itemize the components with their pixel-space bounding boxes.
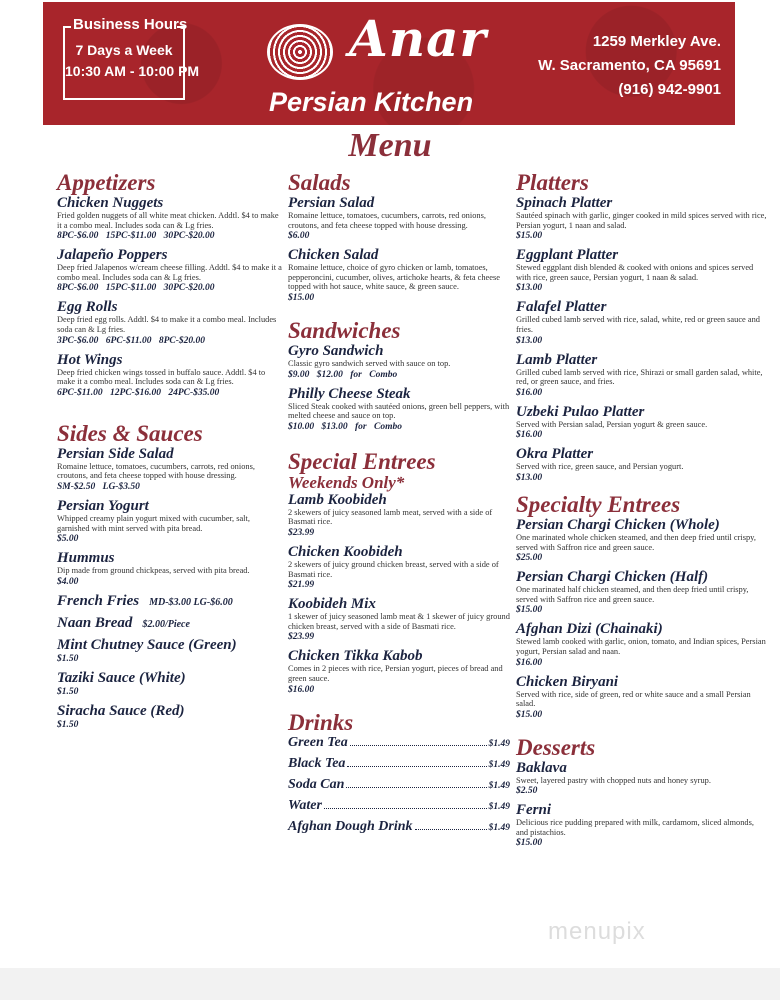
item-price: SM-$2.50 LG-$3.50 [57, 481, 140, 492]
menu-item [57, 670, 282, 698]
item-description: Romaine lettuce, tomatoes, cucumbers, carrots, red onions, croutons, and feta cheese topped with house dressing. [57, 461, 255, 481]
item-price: $15.00 [516, 231, 543, 242]
header-banner [43, 2, 735, 125]
menu-section [288, 170, 510, 304]
dot-leader [324, 799, 487, 809]
item-name-text: Persian Chargi Chicken (Half) [516, 569, 709, 586]
menu-item [516, 517, 768, 564]
menu-section [516, 735, 768, 850]
item-name-text: Mint Chutney Sauce (Green) [57, 636, 237, 653]
menu-item [57, 593, 282, 611]
item-price: $13.00 [516, 335, 543, 346]
item-name-text: Chicken Nuggets [57, 195, 164, 211]
menu-item [516, 352, 768, 399]
dot-leader [415, 820, 487, 830]
item-description: Served with Persian salad, Persian yogurt & green sauce. [516, 419, 708, 429]
section-heading: Appetizers [57, 170, 156, 195]
menu-section [288, 318, 510, 433]
section-heading: Special Entrees [288, 448, 436, 474]
item-price: 3PC-$6.00 6PC-$11.00 8PC-$20.00 [57, 335, 206, 346]
item-description: Romaine lettuce, tomatoes, cucumbers, carrots, red onions, croutons, and feta cheese topped with house dressing. [288, 211, 486, 230]
item-name-text: Okra Platter [516, 446, 594, 463]
item-name [516, 247, 768, 263]
item-name [516, 760, 768, 776]
item-name [516, 621, 768, 637]
item-description: Grilled cubed lamb served with rice, Shirazi or small garden salad, white, red, or green sauce, and fries. [516, 367, 763, 387]
item-name [516, 569, 768, 585]
menu-title: Menu [348, 127, 432, 164]
item-name [57, 446, 282, 462]
drink-name: Black Tea [288, 755, 346, 771]
drink-name: Green Tea [288, 734, 348, 750]
item-description: Served with rice, green sauce, and Persian yogurt. [516, 462, 684, 472]
business-hours-box [63, 16, 200, 100]
menu-item [288, 648, 510, 695]
item-name [288, 492, 510, 508]
drink-item [288, 777, 510, 798]
menu-item [288, 596, 510, 643]
item-description: One marinated half chicken steamed, and then deep fried until crispy, served with Saffron rice and green sauce. [516, 585, 749, 604]
item-name-text: Lamb Koobideh [288, 491, 387, 508]
item-name-text: Chicken Tikka Kabob [288, 648, 423, 665]
item-price: 8PC-$6.00 15PC-$11.00 30PC-$20.00 [57, 231, 215, 242]
drink-item [288, 819, 510, 840]
hours-title: Business Hours [73, 16, 188, 33]
item-name [288, 195, 510, 211]
menu-section [516, 170, 768, 484]
section-heading: Desserts [516, 734, 596, 760]
menu-item [57, 703, 282, 731]
item-price: $10.00 $13.00 for Combo [288, 421, 402, 432]
item-name-text: Persian Yogurt [57, 497, 149, 514]
menu-item [516, 195, 768, 242]
dot-leader [350, 736, 487, 746]
item-description: Classic gyro sandwich served with sauce on top. [288, 358, 451, 368]
item-name-text: Siracha Sauce (Red) [57, 702, 185, 719]
logo-subtitle: Persian Kitchen [269, 87, 474, 117]
item-name-text: Baklava [516, 759, 567, 776]
item-name-text: Eggplant Platter [516, 247, 619, 264]
menu-column-left [57, 170, 282, 736]
menu-item [57, 637, 282, 665]
item-name [288, 386, 510, 402]
item-description: Sweet, layered pastry with chopped nuts and honey syrup. [516, 775, 711, 785]
item-description: Deep fried egg rolls. Addtl. $4 to make it a combo meal. Includes soda can & Lg fries. [57, 315, 277, 334]
item-name-text: Taziki Sauce (White) [57, 669, 186, 686]
menu-item [57, 550, 282, 588]
drink-item [288, 756, 510, 777]
item-description: Sautéed spinach with garlic, ginger cooked in mild spices served with rice, Persian yogurt, 1 naan and salad. [516, 211, 767, 230]
item-name-text: Chicken Salad [288, 247, 379, 264]
menu-column-middle [288, 170, 510, 840]
menu-item [57, 615, 282, 633]
item-name [57, 352, 282, 368]
dot-leader [347, 757, 486, 767]
item-name-text: Lamb Platter [516, 351, 598, 368]
drink-price: $1.49 [488, 780, 510, 791]
item-price: $15.00 [516, 709, 543, 720]
address-line-2: W. Sacramento, CA 95691 [538, 57, 721, 74]
item-price: $21.99 [288, 580, 315, 591]
item-name [288, 544, 510, 560]
item-name-text: Afghan Dizi (Chainaki) [516, 621, 663, 638]
menu-item [57, 446, 282, 493]
menu-item [288, 247, 510, 304]
item-name [57, 195, 282, 211]
menu-section [516, 492, 768, 721]
item-price: $15.00 [516, 605, 543, 616]
drink-name: Water [288, 797, 322, 813]
item-name-text: Hummus [57, 550, 115, 567]
hours-time: 10:30 AM - 10:00 PM [65, 63, 200, 79]
item-description: Delicious rice pudding prepared with milk, cardamom, sliced almonds, and pistachios. [516, 818, 754, 837]
item-price: 6PC-$11.00 12PC-$16.00 24PC-$35.00 [57, 387, 220, 398]
item-description: Deep fried Jalapenos w/cream cheese filling. Addtl. $4 to make it a combo meal. Includes soda can & Lg fries. [57, 263, 282, 282]
drink-price: $1.49 [488, 801, 510, 812]
menu-item [57, 195, 282, 242]
item-name-text: Persian Chargi Chicken (Whole) [516, 516, 720, 533]
item-name-text: Gyro Sandwich [288, 342, 384, 359]
hours-days: 7 Days a Week [75, 42, 173, 58]
footer-bar [0, 968, 780, 1000]
item-name-text: Persian Salad [288, 195, 375, 211]
restaurant-logo [265, 10, 505, 122]
item-description: 2 skewers of juicy seasoned lamb meat, served with a side of Basmati rice. [288, 507, 493, 527]
phone-number: (916) 942-9901 [618, 81, 721, 98]
item-description: Deep fried chicken wings tossed in buffalo sauce. Addtl. $4 to make it a combo meal. Includes soda can & Lg fries. [57, 367, 266, 387]
item-name [57, 498, 282, 514]
item-name-text: Philly Cheese Steak [288, 385, 411, 402]
item-price: $6.00 [288, 231, 310, 242]
item-price: $16.00 [516, 430, 543, 441]
menu-section [288, 710, 510, 840]
menu-item [516, 247, 768, 294]
item-name [57, 670, 282, 686]
item-description: Whipped creamy plain yogurt mixed with cucumber, salt, garnished with mint served with pita bread. [57, 513, 250, 533]
dot-leader [346, 778, 486, 788]
item-name-text: French Fries [57, 592, 140, 609]
watermark: menupix [548, 918, 646, 945]
item-price: $13.00 [516, 472, 543, 483]
item-description: 1 skewer of juicy seasoned lamb meat & 1 skewer of juicy ground chicken breast, served with a side of Basmati rice. [288, 612, 510, 631]
section-heading: Drinks [288, 709, 354, 735]
menu-column-right [516, 170, 768, 854]
section-heading: Sandwiches [288, 317, 401, 343]
menu-item [288, 343, 510, 381]
item-name [57, 247, 282, 263]
item-name [516, 446, 768, 462]
drink-item [288, 735, 510, 756]
item-name [288, 247, 510, 263]
item-name [516, 299, 768, 315]
item-name [288, 343, 510, 359]
item-description: Comes in 2 pieces with rice, Persian yogurt, pieces of bread and green sauce. [288, 664, 503, 683]
pomegranate-icon [267, 24, 333, 80]
item-price: $16.00 [516, 387, 543, 398]
section-heading: Salads [288, 170, 351, 195]
menu-item [516, 760, 768, 798]
menu-item [288, 544, 510, 591]
item-price: $13.00 [516, 283, 543, 294]
item-name [516, 674, 768, 690]
menu-item [516, 802, 768, 849]
item-name [288, 596, 510, 612]
item-name [516, 517, 768, 533]
drink-item [288, 798, 510, 819]
menu-item [516, 446, 768, 484]
contact-info [521, 30, 721, 102]
item-name [57, 299, 282, 315]
item-name-text: Jalapeño Poppers [57, 247, 168, 264]
item-description: One marinated whole chicken steamed, and then deep fried until crispy, served with Saffron rice and green sauce. [516, 532, 756, 552]
item-description: Stewed eggplant dish blended & cooked with onions and spices served with rice, green sauce, Persian yogurt, 1 naan & salad. [516, 263, 754, 282]
section-subtitle: Weekends Only* [288, 472, 405, 492]
item-name [57, 637, 282, 653]
item-name-text: Egg Rolls [57, 299, 118, 316]
menu-section [288, 449, 510, 696]
item-name [57, 615, 282, 633]
menu-item [288, 195, 510, 242]
item-price: $25.00 [516, 553, 543, 564]
item-price: $1.50 [57, 686, 79, 697]
item-price: $2.50 [516, 786, 538, 797]
item-name [57, 550, 282, 566]
item-price: $4.00 [57, 576, 79, 587]
item-name-text: Koobideh Mix [288, 596, 376, 613]
menu-item [516, 674, 768, 721]
menu-item [288, 492, 510, 539]
item-description: Romaine lettuce, choice of gyro chicken or lamb, tomatoes, pepperoncini, cucumber, olives, artichoke hearts, & feta cheese topped with hot sauce, white sauce, & green sauce. [288, 263, 500, 292]
item-price: $16.00 [516, 657, 543, 668]
menu-item [516, 404, 768, 442]
drink-name: Afghan Dough Drink [288, 818, 413, 834]
item-name [516, 802, 768, 818]
item-name [57, 593, 282, 611]
item-price: $5.00 [57, 534, 79, 545]
item-name [288, 648, 510, 664]
item-description: Dip made from ground chickpeas, served with pita bread. [57, 566, 250, 576]
section-heading: Specialty Entrees [516, 491, 681, 517]
item-description: Sliced Steak cooked with sautéed onions, green bell peppers, with melted cheese and sauce on top. [288, 401, 510, 421]
section-heading: Sides & Sauces [57, 420, 203, 446]
item-name-text: Persian Side Salad [57, 445, 174, 462]
item-price: MD-$3.00 LG-$6.00 [149, 596, 233, 608]
item-description: Grilled cubed lamb served with rice, salad, white, red or green sauce and fries. [516, 315, 760, 334]
item-name [516, 404, 768, 420]
item-price: $15.00 [516, 838, 543, 849]
menu-item [516, 569, 768, 616]
item-price: 8PC-$6.00 15PC-$11.00 30PC-$20.00 [57, 283, 215, 294]
drink-name: Soda Can [288, 776, 345, 792]
item-name-text: Uzbeki Pulao Platter [516, 403, 645, 420]
menu-item [57, 299, 282, 346]
item-name-text: Naan Bread [57, 614, 133, 631]
item-description: 2 skewers of juicy ground chicken breast, served with a side of Basmati rice. [288, 559, 499, 579]
item-price: $15.00 [288, 292, 315, 303]
item-description: Stewed lamb cooked with garlic, onion, tomato, and Indian spices, Persian yogurt, Persian salad and naan. [516, 637, 766, 656]
drink-price: $1.49 [488, 759, 510, 770]
menu-item [516, 621, 768, 668]
item-name-text: Spinach Platter [516, 195, 613, 211]
item-price: $23.99 [288, 632, 315, 643]
item-description: Fried golden nuggets of all white meat chicken. Addtl. $4 to make it a combo meal. Includes soda can & Lg fries. [57, 211, 279, 230]
item-price: $2.00/Piece [142, 618, 190, 630]
item-name-text: Chicken Biryani [516, 673, 619, 690]
item-name-text: Falafel Platter [516, 299, 607, 316]
logo-name: Anar [349, 9, 487, 68]
menu-item [57, 352, 282, 399]
menu-item [57, 247, 282, 294]
drink-price: $1.49 [488, 738, 510, 749]
item-description: Served with rice, side of green, red or white sauce and a small Persian salad. [516, 689, 751, 709]
menu-item [516, 299, 768, 346]
menu-section [57, 170, 282, 399]
item-name-text: Hot Wings [57, 351, 123, 368]
item-price: $16.00 [288, 684, 315, 695]
item-name [57, 703, 282, 719]
item-price: $23.99 [288, 527, 315, 538]
address-line-1: 1259 Merkley Ave. [592, 33, 721, 50]
item-price: $9.00 $12.00 for Combo [288, 369, 398, 380]
drink-price: $1.49 [488, 822, 510, 833]
item-name [516, 195, 768, 211]
section-heading: Platters [516, 170, 589, 195]
menu-section [57, 421, 282, 731]
item-price: $1.50 [57, 653, 79, 664]
item-name-text: Ferni [516, 802, 552, 819]
item-price: $1.50 [57, 719, 79, 730]
menu-item [57, 498, 282, 545]
menu-item [288, 386, 510, 433]
item-name-text: Chicken Koobideh [288, 543, 403, 560]
item-name [516, 352, 768, 368]
